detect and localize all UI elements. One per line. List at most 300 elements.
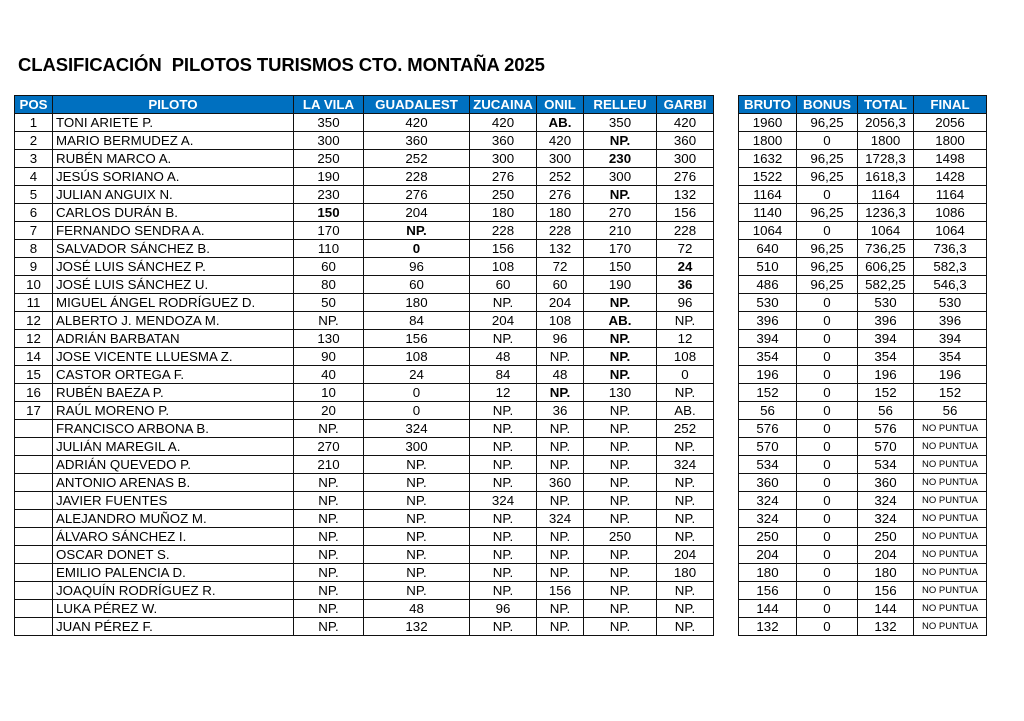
la-vila-cell: 350 [294, 114, 364, 132]
la-vila-cell: 60 [294, 258, 364, 276]
pilot-name-cell: RUBÉN MARCO A. [53, 150, 294, 168]
pos-cell: 12 [15, 312, 53, 330]
zucaina-cell: NP. [470, 294, 537, 312]
relleu-cell: NP. [584, 330, 657, 348]
header-garbi: GARBI [657, 96, 714, 114]
la-vila-cell: 110 [294, 240, 364, 258]
relleu-cell: 270 [584, 204, 657, 222]
pos-cell [15, 600, 53, 618]
pos-cell: 7 [15, 222, 53, 240]
guadalest-cell: NP. [364, 546, 470, 564]
totals-row [739, 492, 987, 510]
table-row [15, 402, 714, 420]
guadalest-cell: NP. [364, 222, 470, 240]
header-guadalest: GUADALEST [364, 96, 470, 114]
total-cell: 570 [858, 438, 914, 456]
onil-cell: 96 [537, 330, 584, 348]
relleu-cell: NP. [584, 366, 657, 384]
totals-row [739, 150, 987, 168]
pos-cell: 2 [15, 132, 53, 150]
table-row [15, 546, 714, 564]
garbi-cell: AB. [657, 402, 714, 420]
guadalest-cell: 300 [364, 438, 470, 456]
zucaina-cell: 156 [470, 240, 537, 258]
zucaina-cell: 96 [470, 600, 537, 618]
bonus-cell: 0 [797, 618, 858, 636]
final-cell: 530 [914, 294, 987, 312]
relleu-cell: AB. [584, 312, 657, 330]
relleu-cell: NP. [584, 132, 657, 150]
pos-cell: 10 [15, 276, 53, 294]
bruto-cell: 534 [739, 456, 797, 474]
header-bonus: BONUS [797, 96, 858, 114]
onil-cell: 72 [537, 258, 584, 276]
onil-cell: 180 [537, 204, 584, 222]
bruto-cell: 132 [739, 618, 797, 636]
pilot-name-cell: JOSÉ LUIS SÁNCHEZ U. [53, 276, 294, 294]
onil-cell: 48 [537, 366, 584, 384]
pos-cell [15, 528, 53, 546]
table-row [15, 474, 714, 492]
garbi-cell: NP. [657, 510, 714, 528]
final-cell: 196 [914, 366, 987, 384]
table-row [15, 528, 714, 546]
bonus-cell: 0 [797, 582, 858, 600]
relleu-cell: 350 [584, 114, 657, 132]
guadalest-cell: 24 [364, 366, 470, 384]
onil-cell: 300 [537, 150, 584, 168]
la-vila-cell: 80 [294, 276, 364, 294]
pos-cell [15, 474, 53, 492]
final-cell: NO PUNTUA [914, 582, 987, 600]
zucaina-cell: 108 [470, 258, 537, 276]
final-cell: 546,3 [914, 276, 987, 294]
onil-cell: NP. [537, 456, 584, 474]
totals-row [739, 276, 987, 294]
relleu-cell: 210 [584, 222, 657, 240]
total-cell: 354 [858, 348, 914, 366]
garbi-cell: 300 [657, 150, 714, 168]
totals-row [739, 222, 987, 240]
bruto-cell: 510 [739, 258, 797, 276]
guadalest-cell: 228 [364, 168, 470, 186]
table-row [15, 618, 714, 636]
pilot-name-cell: LUKA PÉREZ W. [53, 600, 294, 618]
final-cell: 1428 [914, 168, 987, 186]
final-cell: NO PUNTUA [914, 546, 987, 564]
guadalest-cell: 0 [364, 240, 470, 258]
onil-cell: NP. [537, 438, 584, 456]
pilot-name-cell: SALVADOR SÁNCHEZ B. [53, 240, 294, 258]
table-row [15, 150, 714, 168]
bonus-cell: 96,25 [797, 168, 858, 186]
table-row [15, 384, 714, 402]
final-cell: NO PUNTUA [914, 510, 987, 528]
pos-cell [15, 492, 53, 510]
guadalest-cell: 360 [364, 132, 470, 150]
bruto-cell: 1522 [739, 168, 797, 186]
relleu-cell: 150 [584, 258, 657, 276]
pos-cell: 1 [15, 114, 53, 132]
bruto-cell: 1064 [739, 222, 797, 240]
table-row [15, 456, 714, 474]
relleu-cell: NP. [584, 564, 657, 582]
header-pos: POS [15, 96, 53, 114]
final-cell: 1164 [914, 186, 987, 204]
pilot-name-cell: ALBERTO J. MENDOZA M. [53, 312, 294, 330]
relleu-cell: 170 [584, 240, 657, 258]
header-la-vila: LA VILA [294, 96, 364, 114]
pos-cell: 5 [15, 186, 53, 204]
zucaina-cell: 204 [470, 312, 537, 330]
bonus-cell: 0 [797, 564, 858, 582]
la-vila-cell: 20 [294, 402, 364, 420]
guadalest-cell: 96 [364, 258, 470, 276]
garbi-cell: 36 [657, 276, 714, 294]
header-relleu: RELLEU [584, 96, 657, 114]
relleu-cell: NP. [584, 474, 657, 492]
table-row [15, 348, 714, 366]
bruto-cell: 1800 [739, 132, 797, 150]
header-total: TOTAL [858, 96, 914, 114]
guadalest-cell: 156 [364, 330, 470, 348]
final-cell: 152 [914, 384, 987, 402]
relleu-cell: NP. [584, 348, 657, 366]
total-cell: 204 [858, 546, 914, 564]
garbi-cell: NP. [657, 492, 714, 510]
table-row [15, 510, 714, 528]
guadalest-cell: NP. [364, 582, 470, 600]
table-row [15, 258, 714, 276]
bruto-cell: 250 [739, 528, 797, 546]
garbi-cell: NP. [657, 312, 714, 330]
totals-row [739, 510, 987, 528]
garbi-cell: 12 [657, 330, 714, 348]
total-cell: 180 [858, 564, 914, 582]
relleu-cell: 300 [584, 168, 657, 186]
la-vila-cell: 10 [294, 384, 364, 402]
totals-table [738, 95, 987, 636]
totals-row [739, 132, 987, 150]
bonus-cell: 0 [797, 474, 858, 492]
pos-cell [15, 420, 53, 438]
onil-cell: NP. [537, 384, 584, 402]
bonus-cell: 0 [797, 510, 858, 528]
garbi-cell: 420 [657, 114, 714, 132]
bonus-cell: 96,25 [797, 204, 858, 222]
garbi-cell: NP. [657, 474, 714, 492]
guadalest-cell: 324 [364, 420, 470, 438]
total-cell: 1728,3 [858, 150, 914, 168]
guadalest-cell: 60 [364, 276, 470, 294]
zucaina-cell: 180 [470, 204, 537, 222]
pilot-name-cell: MIGUEL ÁNGEL RODRÍGUEZ D. [53, 294, 294, 312]
guadalest-cell: 420 [364, 114, 470, 132]
final-cell: 354 [914, 348, 987, 366]
zucaina-cell: NP. [470, 420, 537, 438]
relleu-cell: NP. [584, 402, 657, 420]
garbi-cell: 96 [657, 294, 714, 312]
totals-row [739, 582, 987, 600]
pos-cell: 12 [15, 330, 53, 348]
la-vila-cell: NP. [294, 600, 364, 618]
zucaina-cell: 84 [470, 366, 537, 384]
pos-cell: 6 [15, 204, 53, 222]
onil-cell: NP. [537, 618, 584, 636]
bruto-cell: 394 [739, 330, 797, 348]
bruto-cell: 530 [739, 294, 797, 312]
final-cell: NO PUNTUA [914, 600, 987, 618]
zucaina-cell: 48 [470, 348, 537, 366]
header-zucaina: ZUCAINA [470, 96, 537, 114]
bonus-cell: 0 [797, 132, 858, 150]
onil-cell: 204 [537, 294, 584, 312]
table-row [15, 582, 714, 600]
final-cell: NO PUNTUA [914, 528, 987, 546]
final-cell: 394 [914, 330, 987, 348]
final-cell: 1498 [914, 150, 987, 168]
totals-row [739, 474, 987, 492]
totals-row [739, 348, 987, 366]
guadalest-cell: NP. [364, 528, 470, 546]
final-cell: NO PUNTUA [914, 618, 987, 636]
pilot-name-cell: JUAN PÉREZ F. [53, 618, 294, 636]
total-cell: 324 [858, 510, 914, 528]
garbi-cell: NP. [657, 600, 714, 618]
garbi-cell: 132 [657, 186, 714, 204]
la-vila-cell: 300 [294, 132, 364, 150]
final-cell: NO PUNTUA [914, 564, 987, 582]
la-vila-cell: NP. [294, 510, 364, 528]
bonus-cell: 96,25 [797, 258, 858, 276]
bruto-cell: 196 [739, 366, 797, 384]
relleu-cell: 130 [584, 384, 657, 402]
onil-cell: 36 [537, 402, 584, 420]
bonus-cell: 0 [797, 528, 858, 546]
la-vila-cell: NP. [294, 528, 364, 546]
pilot-name-cell: EMILIO PALENCIA D. [53, 564, 294, 582]
pos-cell: 16 [15, 384, 53, 402]
pilot-name-cell: JOSE VICENTE LLUESMA Z. [53, 348, 294, 366]
pilot-name-cell: RUBÉN BAEZA P. [53, 384, 294, 402]
pos-cell: 11 [15, 294, 53, 312]
page-title: CLASIFICACIÓN PILOTOS TURISMOS CTO. MONTAÑA 2025 [18, 54, 545, 75]
zucaina-cell: 228 [470, 222, 537, 240]
pilot-name-cell: OSCAR DONET S. [53, 546, 294, 564]
total-cell: 396 [858, 312, 914, 330]
bonus-cell: 0 [797, 222, 858, 240]
bonus-cell: 0 [797, 294, 858, 312]
bonus-cell: 96,25 [797, 276, 858, 294]
la-vila-cell: 130 [294, 330, 364, 348]
final-cell: NO PUNTUA [914, 492, 987, 510]
pilot-name-cell: JOSÉ LUIS SÁNCHEZ P. [53, 258, 294, 276]
relleu-cell: NP. [584, 582, 657, 600]
bonus-cell: 0 [797, 438, 858, 456]
onil-cell: NP. [537, 492, 584, 510]
pilot-name-cell: ÁLVARO SÁNCHEZ I. [53, 528, 294, 546]
la-vila-cell: 50 [294, 294, 364, 312]
zucaina-cell: 324 [470, 492, 537, 510]
total-cell: 156 [858, 582, 914, 600]
table-row [15, 168, 714, 186]
totals-row [739, 564, 987, 582]
garbi-cell: NP. [657, 528, 714, 546]
pilot-name-cell: JULIÁN MAREGIL A. [53, 438, 294, 456]
garbi-cell: 72 [657, 240, 714, 258]
guadalest-cell: NP. [364, 510, 470, 528]
total-cell: 144 [858, 600, 914, 618]
onil-cell: 156 [537, 582, 584, 600]
totals-row [739, 420, 987, 438]
header-bruto: BRUTO [739, 96, 797, 114]
totals-row [739, 546, 987, 564]
la-vila-cell: 270 [294, 438, 364, 456]
guadalest-cell: NP. [364, 492, 470, 510]
pos-cell [15, 546, 53, 564]
onil-cell: 132 [537, 240, 584, 258]
bonus-cell: 0 [797, 312, 858, 330]
total-cell: 576 [858, 420, 914, 438]
pos-cell [15, 618, 53, 636]
bruto-cell: 324 [739, 492, 797, 510]
bruto-cell: 396 [739, 312, 797, 330]
pos-cell: 14 [15, 348, 53, 366]
bruto-cell: 576 [739, 420, 797, 438]
bruto-cell: 640 [739, 240, 797, 258]
total-cell: 56 [858, 402, 914, 420]
total-cell: 1164 [858, 186, 914, 204]
totals-row [739, 366, 987, 384]
onil-cell: 276 [537, 186, 584, 204]
final-cell: 2056 [914, 114, 987, 132]
header-final: FINAL [914, 96, 987, 114]
table-row [15, 366, 714, 384]
pos-cell [15, 438, 53, 456]
pos-cell: 15 [15, 366, 53, 384]
onil-cell: NP. [537, 420, 584, 438]
pilot-name-cell: RAÚL MORENO P. [53, 402, 294, 420]
pos-cell [15, 510, 53, 528]
totals-row [739, 114, 987, 132]
totals-row [739, 600, 987, 618]
total-cell: 606,25 [858, 258, 914, 276]
relleu-cell: NP. [584, 456, 657, 474]
bonus-cell: 0 [797, 456, 858, 474]
header-piloto: PILOTO [53, 96, 294, 114]
la-vila-cell: NP. [294, 492, 364, 510]
table-row [15, 438, 714, 456]
guadalest-cell: 180 [364, 294, 470, 312]
table-row [15, 186, 714, 204]
la-vila-cell: NP. [294, 618, 364, 636]
total-cell: 1618,3 [858, 168, 914, 186]
total-cell: 250 [858, 528, 914, 546]
pilot-name-cell: CARLOS DURÁN B. [53, 204, 294, 222]
onil-cell: 108 [537, 312, 584, 330]
bonus-cell: 0 [797, 366, 858, 384]
pilot-name-cell: JESÚS SORIANO A. [53, 168, 294, 186]
zucaina-cell: NP. [470, 564, 537, 582]
relleu-cell: NP. [584, 600, 657, 618]
bonus-cell: 0 [797, 186, 858, 204]
totals-row [739, 456, 987, 474]
total-cell: 324 [858, 492, 914, 510]
garbi-cell: NP. [657, 582, 714, 600]
zucaina-cell: 276 [470, 168, 537, 186]
bonus-cell: 0 [797, 348, 858, 366]
final-cell: 1064 [914, 222, 987, 240]
totals-row [739, 294, 987, 312]
pos-cell [15, 582, 53, 600]
pilot-name-cell: TONI ARIETE P. [53, 114, 294, 132]
total-cell: 534 [858, 456, 914, 474]
bonus-cell: 0 [797, 546, 858, 564]
pilot-name-cell: ADRIÁN BARBATAN [53, 330, 294, 348]
la-vila-cell: 210 [294, 456, 364, 474]
la-vila-cell: 230 [294, 186, 364, 204]
pilot-name-cell: CASTOR ORTEGA F. [53, 366, 294, 384]
totals-row [739, 438, 987, 456]
guadalest-cell: 252 [364, 150, 470, 168]
final-cell: 56 [914, 402, 987, 420]
bonus-cell: 96,25 [797, 114, 858, 132]
guadalest-cell: 0 [364, 402, 470, 420]
bruto-cell: 354 [739, 348, 797, 366]
bruto-cell: 324 [739, 510, 797, 528]
pos-cell [15, 456, 53, 474]
header-row [15, 96, 714, 114]
pos-cell: 17 [15, 402, 53, 420]
pos-cell: 8 [15, 240, 53, 258]
totals-row [739, 204, 987, 222]
total-cell: 1800 [858, 132, 914, 150]
bruto-cell: 204 [739, 546, 797, 564]
totals-row [739, 384, 987, 402]
pilot-name-cell: MARIO BERMUDEZ A. [53, 132, 294, 150]
pos-cell: 4 [15, 168, 53, 186]
pilot-name-cell: FRANCISCO ARBONA B. [53, 420, 294, 438]
garbi-cell: 204 [657, 546, 714, 564]
table-row [15, 420, 714, 438]
garbi-cell: 324 [657, 456, 714, 474]
garbi-cell: 228 [657, 222, 714, 240]
table-row [15, 276, 714, 294]
guadalest-cell: 108 [364, 348, 470, 366]
guadalest-cell: 132 [364, 618, 470, 636]
pilot-name-cell: JULIAN ANGUIX N. [53, 186, 294, 204]
pilot-name-cell: ADRIÁN QUEVEDO P. [53, 456, 294, 474]
onil-cell: NP. [537, 564, 584, 582]
relleu-cell: 250 [584, 528, 657, 546]
final-cell: 1800 [914, 132, 987, 150]
relleu-cell: 230 [584, 150, 657, 168]
bruto-cell: 1960 [739, 114, 797, 132]
zucaina-cell: NP. [470, 474, 537, 492]
garbi-cell: NP. [657, 618, 714, 636]
la-vila-cell: 90 [294, 348, 364, 366]
relleu-cell: NP. [584, 420, 657, 438]
garbi-cell: 24 [657, 258, 714, 276]
totals-row [739, 186, 987, 204]
la-vila-cell: NP. [294, 582, 364, 600]
bonus-cell: 0 [797, 330, 858, 348]
la-vila-cell: 170 [294, 222, 364, 240]
onil-cell: AB. [537, 114, 584, 132]
relleu-cell: NP. [584, 510, 657, 528]
garbi-cell: 108 [657, 348, 714, 366]
zucaina-cell: 60 [470, 276, 537, 294]
